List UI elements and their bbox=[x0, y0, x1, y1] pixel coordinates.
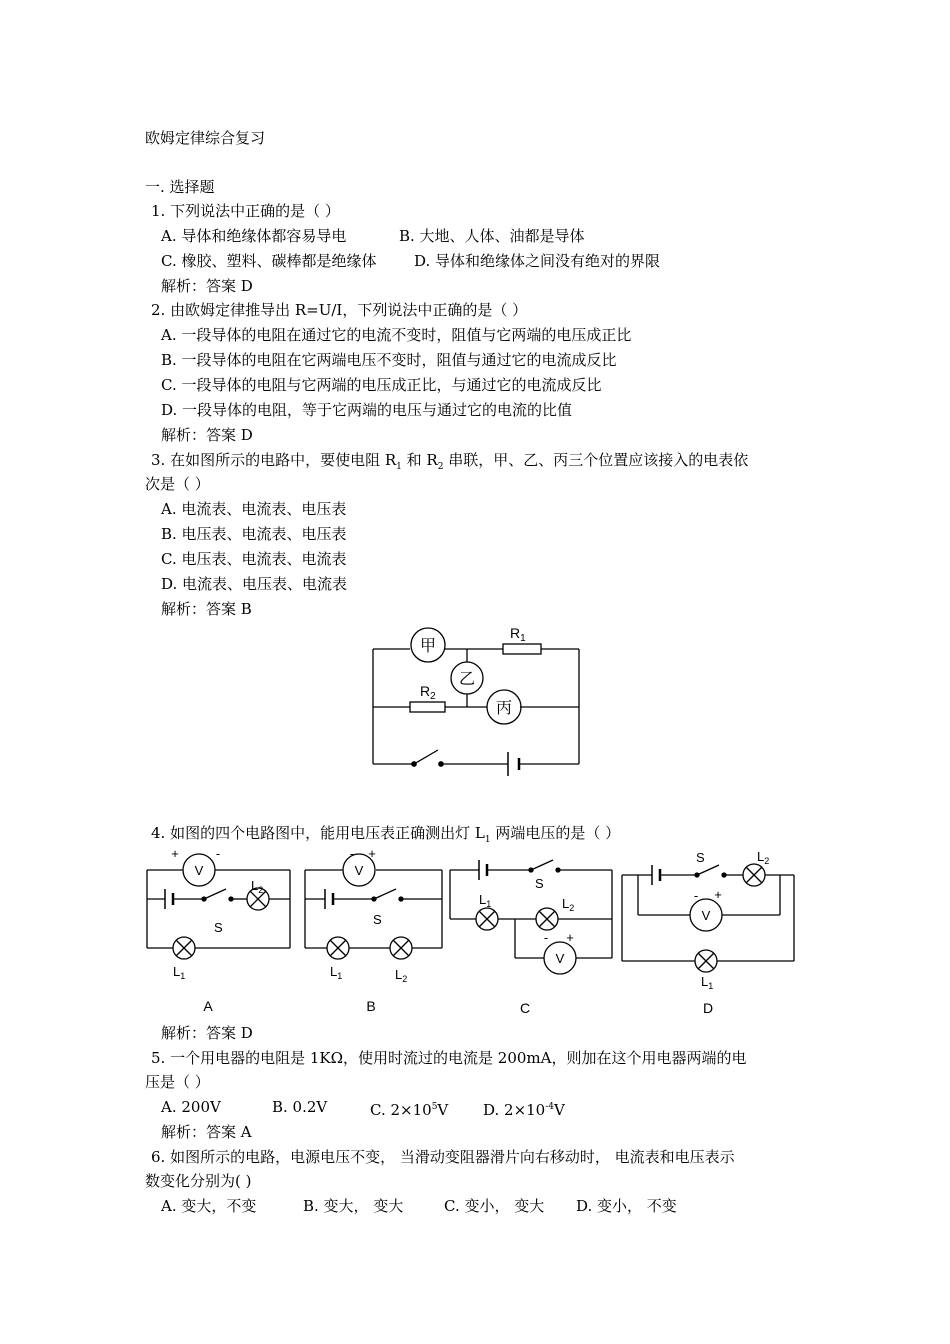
circuit-b-minus: - bbox=[349, 846, 355, 861]
circuit-d-minus: - bbox=[693, 888, 699, 903]
circuit-b-switch-label: S bbox=[373, 912, 382, 927]
circuit-c-voltmeter-label: V bbox=[555, 951, 565, 966]
circuit-b-voltmeter-label: V bbox=[354, 863, 364, 878]
q3-circuit-diagram bbox=[360, 620, 590, 780]
q3-stem: 3. 在如图所示的电路中，要使电阻 $R_1$ 和 $R_2$ 串联，甲、乙、丙三个位置应该接入的电表依 bbox=[151, 451, 749, 472]
q5-stem-line2: 压是（ ） bbox=[145, 1073, 210, 1091]
q2-option-b: B. 一段导体的电阻在它两端电压不变时，阻值与通过它的电流成反比 bbox=[161, 351, 617, 369]
circuit-d-voltmeter-label: V bbox=[701, 908, 711, 923]
label-r1: $R_1$ bbox=[510, 625, 526, 644]
q5-option-c: C. $2\times 10^5V$ bbox=[370, 1101, 449, 1119]
label-yi: 乙 bbox=[458, 671, 476, 688]
circuit-c bbox=[450, 860, 612, 974]
circuit-a-voltmeter-label: V bbox=[194, 863, 204, 878]
q5-option-d: D. $2\times 10^{-4}V$ bbox=[483, 1101, 565, 1119]
q2-option-d: D. 一段导体的电阻，等于它两端的电压与通过它的电流的比值 bbox=[161, 401, 573, 419]
q2-analysis: 解析：答案 D bbox=[161, 426, 253, 444]
q3-option-c: C. 电压表、电流表、电流表 bbox=[161, 550, 347, 568]
q1-analysis: 解析：答案 D bbox=[161, 277, 253, 295]
switch-lever bbox=[414, 750, 438, 764]
circuit-d-caption: D bbox=[702, 1000, 714, 1016]
circuit-a-switch-label: S bbox=[214, 920, 223, 935]
q2-stem: 2. 由欧姆定律推导出 R=U/I，下列说法中正确的是（ ） bbox=[151, 301, 528, 319]
circuit-c-switch-label: S bbox=[535, 876, 544, 891]
circuit-c-minus: - bbox=[543, 930, 549, 945]
q2-option-c: C. 一段导体的电阻与它两端的电压成正比，与通过它的电流成反比 bbox=[161, 376, 602, 394]
q6-option-a: A. 变大，不变 bbox=[161, 1197, 257, 1215]
circuit-a-minus: - bbox=[215, 846, 221, 861]
q6-stem-line2: 数变化分别为( ) bbox=[145, 1172, 252, 1190]
circuit-d-plus: + bbox=[714, 887, 722, 902]
q6-stem: 6. 如图所示的电路，电源电压不变， 当滑动变阻器滑片向右移动时， 电流表和电压表示 bbox=[151, 1148, 735, 1166]
circuit-a-plus: + bbox=[171, 846, 179, 861]
section-heading: 一. 选择题 bbox=[145, 178, 215, 196]
circuit-a-l2-label: $L_2$ bbox=[251, 878, 264, 895]
circuit-a bbox=[147, 854, 290, 959]
circuit-b-l1-label: $L_1$ bbox=[330, 964, 343, 981]
q2-option-a: A. 一段导体的电阻在通过它的电流不变时，阻值与它两端的电压成正比 bbox=[161, 326, 632, 344]
circuit-c-l1-label: $L_1$ bbox=[479, 892, 492, 909]
q6-option-d: D. 变小， 不变 bbox=[576, 1197, 677, 1215]
q1-option-a: A. 导体和绝缘体都容易导电 bbox=[161, 227, 347, 245]
circuit-c-l2-label: $L_2$ bbox=[562, 896, 575, 913]
circuit-b-plus: + bbox=[368, 846, 376, 861]
q6-option-c: C. 变小， 变大 bbox=[444, 1197, 545, 1215]
q3-stem-line2: 次是（ ） bbox=[145, 475, 210, 493]
circuit-b-caption: B bbox=[366, 998, 376, 1014]
circuit-c-plus: + bbox=[566, 930, 574, 945]
q1-option-d: D. 导体和绝缘体之间没有绝对的界限 bbox=[414, 252, 661, 270]
circuit-b-l2-label: $L_2$ bbox=[395, 967, 408, 984]
q5-stem: 5. 一个用电器的电阻是 1KΩ，使用时流过的电流是 200mA，则加在这个用电器两端的电 bbox=[151, 1049, 747, 1067]
q4-stem: 4. 如图的四个电路图中，能用电压表正确测出灯 $L_1$ 两端电压的是（ ） bbox=[151, 824, 621, 845]
circuit-d-switch-label: S bbox=[696, 850, 705, 865]
switch-contact bbox=[439, 762, 443, 766]
circuit-d-l2-label: $L_2$ bbox=[757, 849, 770, 866]
resistor-r1 bbox=[503, 644, 541, 654]
circuit-c-caption: C bbox=[519, 1000, 531, 1016]
q4-analysis: 解析：答案 D bbox=[161, 1024, 253, 1042]
circuit-d-l1-label: $L_1$ bbox=[701, 974, 714, 991]
document-title: 欧姆定律综合复习 bbox=[145, 129, 266, 147]
resistor-r2 bbox=[410, 702, 445, 712]
q3-option-d: D. 电流表、电压表、电流表 bbox=[161, 575, 348, 593]
q4-circuit-diagrams bbox=[140, 843, 805, 1023]
label-bing: 丙 bbox=[495, 700, 513, 717]
q3-analysis: 解析：答案 B bbox=[161, 600, 252, 618]
q3-option-a: A. 电流表、电流表、电压表 bbox=[161, 500, 347, 518]
circuit-a-caption: A bbox=[203, 998, 213, 1014]
label-jia: 甲 bbox=[419, 638, 437, 655]
circuit-b bbox=[305, 854, 442, 959]
q5-analysis: 解析：答案 A bbox=[161, 1123, 252, 1141]
q3-option-b: B. 电压表、电流表、电压表 bbox=[161, 525, 347, 543]
q5-option-b: B. 0.2V bbox=[272, 1098, 328, 1116]
q1-stem: 1. 下列说法中正确的是（ ） bbox=[151, 202, 340, 220]
q5-option-a: A. 200V bbox=[161, 1098, 221, 1116]
q6-option-b: B. 变大， 变大 bbox=[303, 1197, 404, 1215]
label-r2: $R_2$ bbox=[420, 683, 436, 702]
q1-option-b: B. 大地、人体、油都是导体 bbox=[399, 227, 585, 245]
q1-option-c: C. 橡胶、塑料、碳棒都是绝缘体 bbox=[161, 252, 377, 270]
circuit-a-l1-label: $L_1$ bbox=[173, 964, 186, 981]
